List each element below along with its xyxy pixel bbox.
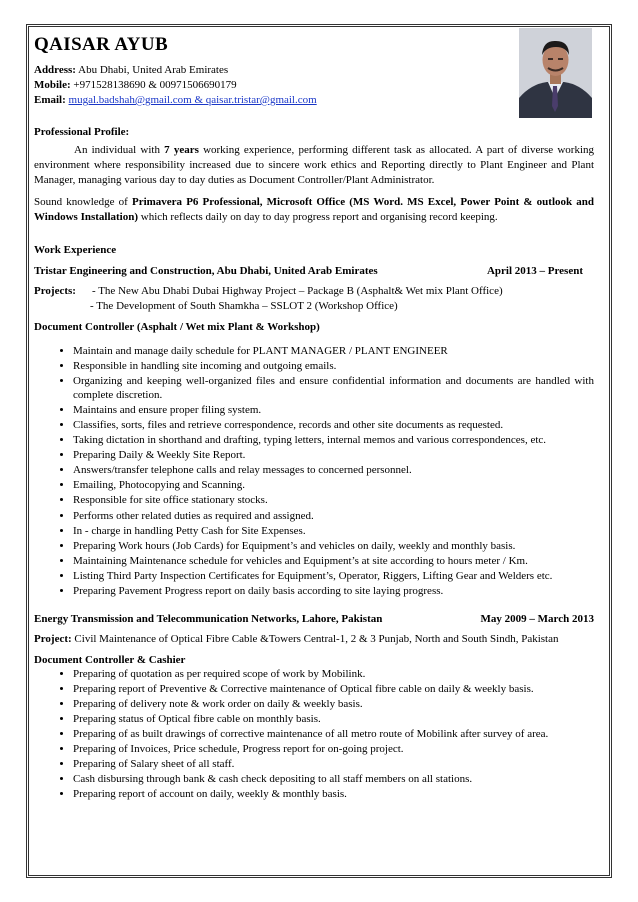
job1-project-2: - The Development of South Shamkha – SSLOT 2 (Workshop Office)	[90, 300, 398, 312]
mobile-value: +971528138690 & 00971506690179	[73, 79, 237, 91]
duty-item: • Maintain and manage daily schedule for PLANT MANAGER / PLANT ENGINEER	[73, 345, 594, 359]
duty-item: • Preparing status of Optical fibre cable on monthly basis.	[73, 713, 594, 727]
duty-item: • Taking dictation in shorthand and drafting, typing letters, internal memos and various correspondences, etc.	[73, 434, 594, 448]
work-experience-heading: Work Experience	[34, 244, 117, 256]
duty-item: • Preparing report of Preventive & Corrective maintenance of Optical fibre cable on daily & weekly basis.	[73, 683, 594, 697]
duty-item: • Preparing report of account on daily, weekly & monthly basis.	[73, 788, 594, 802]
duty-item: • Listing Third Party Inspection Certificates for Equipment’s, Operator, Riggers, Lifting Gear and Welders etc.	[73, 570, 594, 584]
mobile-line	[34, 78, 594, 93]
profile-paragraph-1	[34, 143, 594, 188]
email-label: Email:	[34, 94, 66, 106]
address-label: Address:	[34, 64, 76, 76]
job2-company: Energy Transmission and Telecommunication Networks, Lahore, Pakistan	[34, 612, 383, 625]
job2-duties-list	[34, 668, 594, 802]
duty-item: • Answers/transfer telephone calls and relay messages to concerned personnel.	[73, 464, 594, 478]
duty-item: • Responsible in handling site incoming and outgoing emails.	[73, 360, 594, 374]
job1-company: Tristar Engineering and Construction, Abu Dhabi, United Arab Emirates	[34, 265, 378, 277]
job1-projects	[34, 284, 594, 314]
duty-item: • Emailing, Photocopying and Scanning.	[73, 479, 594, 493]
duty-item: • Preparing of as built drawings of corrective maintenance of all metro route of Mobilink after survey of area.	[73, 728, 594, 742]
job1-duties-list	[34, 345, 594, 599]
profile-paragraph-2	[34, 195, 594, 225]
profile-text: An individual with	[74, 144, 165, 156]
job2-project	[34, 632, 594, 647]
duty-item: • Responsible for site office stationary stocks.	[73, 494, 594, 508]
email-line	[34, 93, 594, 108]
job2-project-value: Civil Maintenance of Optical Fibre Cable &Towers Central-1, 2 & 3 Punjab, North and South Sindh, Pakistan	[74, 632, 559, 645]
job1-role: Document Controller (Asphalt / Wet mix Plant & Workshop)	[34, 321, 320, 333]
duty-item: • Preparing of Salary sheet of all staff.	[73, 758, 594, 772]
duty-item: • Cash disbursing through bank & cash check depositing to all staff members on all stations.	[73, 773, 594, 787]
duty-item: • Preparing Pavement Progress report on daily basis according to site laying progress.	[73, 585, 594, 599]
job1-projects-label: Projects:	[34, 285, 76, 297]
duty-item: • Organizing and keeping well-organized files and ensure confidential information and documents are handled with complete discretion.	[73, 375, 594, 402]
job2-header	[34, 612, 594, 627]
job2-role: Document Controller & Cashier	[34, 653, 186, 666]
duty-item: • Preparing of Invoices, Price schedule, Progress report for on-going project.	[73, 743, 594, 757]
duty-item: • Preparing Daily & Weekly Site Report.	[73, 449, 594, 463]
profile-years: 7 years	[164, 144, 199, 156]
duty-item: • Classifies, sorts, files and retrieve correspondence, records and other site documents as requested.	[73, 419, 594, 433]
job1-dates: April 2013 – Present	[486, 265, 583, 277]
job1-header	[34, 264, 594, 279]
address-line	[34, 63, 594, 78]
address-value: Abu Dhabi, United Arab Emirates	[78, 64, 229, 76]
duty-item: • Maintains and ensure proper filing system.	[73, 404, 594, 418]
resume-content	[34, 33, 594, 803]
job2-dates: May 2009 – March 2013	[480, 612, 594, 625]
skills-list: Primavera P6 Professional, Microsoft Office (MS Word. MS Excel, Power Point & outlook and Windows Installation)	[34, 196, 595, 223]
profile-text: working experience, performing different task as allocated. A part of diverse working environment where responsibility increased due to sincere work ethics and Reporting directly to Plant Engineer and Plant Manager, managing various day to day duties as Document Controller/Plant Administrator.	[34, 144, 595, 186]
duty-item: • In - charge in handling Petty Cash for Site Expenses.	[73, 525, 594, 539]
duty-item: • Maintaining Maintenance schedule for vehicles and Equipment’s at site according to hours meter / Km.	[73, 555, 594, 569]
skills-text: Sound knowledge of	[34, 196, 132, 208]
duty-item: • Preparing of quotation as per required scope of work by Mobilink.	[73, 668, 594, 682]
mobile-label: Mobile:	[34, 79, 71, 91]
duty-item: • Preparing of delivery note & work order on daily & weekly basis.	[73, 698, 594, 712]
job2-project-label: Project:	[34, 632, 72, 645]
email-link[interactable]: mugal.badshah@gmail.com & qaisar.tristar@gmail.com	[68, 94, 317, 106]
duty-item: • Performs other related duties as required and assigned.	[73, 510, 594, 524]
job1-project-1: - The New Abu Dhabi Dubai Highway Project – Package B (Asphalt& Wet mix Plant Office)	[92, 285, 503, 297]
skills-text: which reflects daily on day to day progress report and organising record keeping.	[138, 211, 498, 223]
candidate-name: QAISAR AYUB	[34, 34, 169, 55]
profile-heading: Professional Profile:	[34, 126, 130, 138]
duty-item: • Preparing Work hours (Job Cards) for Equipment’s and vehicles on daily, weekly and monthly basis.	[73, 540, 594, 554]
